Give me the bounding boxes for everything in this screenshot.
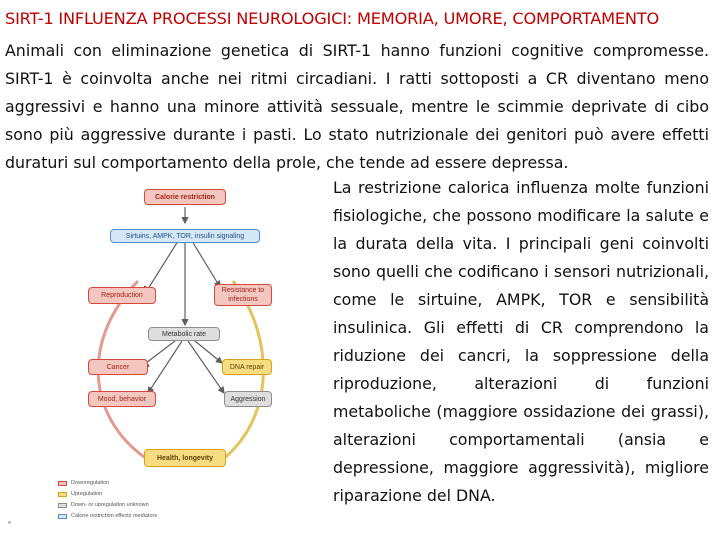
- diagram-legend: [58, 478, 218, 522]
- arrow-sensors-reproduction: [148, 241, 178, 289]
- aggression-box: Aggression: [224, 391, 272, 407]
- legend-item-mediators: [58, 511, 218, 521]
- health-longevity-box: Health, longevity: [144, 449, 226, 467]
- legend-label: Downregulation: [71, 480, 110, 486]
- mood-behavior-box: Mood, behavior: [88, 391, 156, 407]
- legend-item-downregulation: [58, 478, 218, 488]
- legend-item-upregulation: [58, 489, 218, 499]
- legend-label: Down- or upregulation unknown: [71, 502, 149, 508]
- legend-label: Upregulation: [71, 491, 103, 497]
- legend-swatch: [58, 481, 67, 486]
- corner-mark: [8, 521, 11, 524]
- sensors-box: Sirtuins, AMPK, TOR, insulin signaling: [110, 229, 260, 243]
- metabolic-rate-box: Metabolic rate: [148, 327, 220, 341]
- legend-label: Calorie restriction effects mediators: [71, 513, 158, 519]
- cancer-box: Cancer: [88, 359, 148, 375]
- legend-swatch: [58, 514, 67, 519]
- calorie-restriction-box: Calorie restriction: [144, 189, 226, 205]
- arrow-sensors-resistance: [192, 241, 220, 287]
- resistance-box: Resistance to infections: [214, 284, 272, 306]
- legend-swatch: [58, 492, 67, 497]
- intro-paragraph: Animali con eliminazione genetica di SIRT-1 hanno funzioni cognitive compromesse. SIRT-1 è coinvolta anche nei ritmi circadiani. I ratti sottoposti a CR diventano meno aggressivi e hanno una minore attività sessuale, mentre le scimmie deprivate di cibo sono più aggressive durante i pasti. Lo stato nutrizionale dei genitori può avere effetti duraturi sul comportamento della prole, che tende ad essere depressa.: [5, 41, 709, 172]
- calorie-restriction-diagram: [78, 183, 278, 523]
- legend-item-unknown: [58, 500, 218, 510]
- arrow-metabolic-aggression: [188, 341, 224, 393]
- arrow-metabolic-dna: [195, 341, 222, 363]
- arrow-metabolic-cancer: [146, 341, 175, 363]
- dna-repair-box: DNA repair: [222, 359, 272, 375]
- reproduction-box: Reproduction: [88, 287, 156, 304]
- side-paragraph: La restrizione calorica influenza molte funzioni fisiologiche, che possono modificare la salute e la durata della vita. I principali geni coinvolti sono quelli che codificano i sensori nutrizionali, come le sirtuine, AMPK, TOR e sensibilità insulinica. Gli effetti di CR comprendono la riduzione dei cancri, la soppressione della riproduzione, alterazioni di funzioni metaboliche (maggiore ossidazione dei grassi), alterazioni comportamentali (ansia e depressione, maggiore aggressività), migliore riparazione del DNA.: [333, 178, 709, 505]
- slide-title: SIRT-1 INFLUENZA PROCESSI NEUROLOGICI: MEMORIA, UMORE, COMPORTAMENTO: [5, 9, 660, 28]
- legend-swatch: [58, 503, 67, 508]
